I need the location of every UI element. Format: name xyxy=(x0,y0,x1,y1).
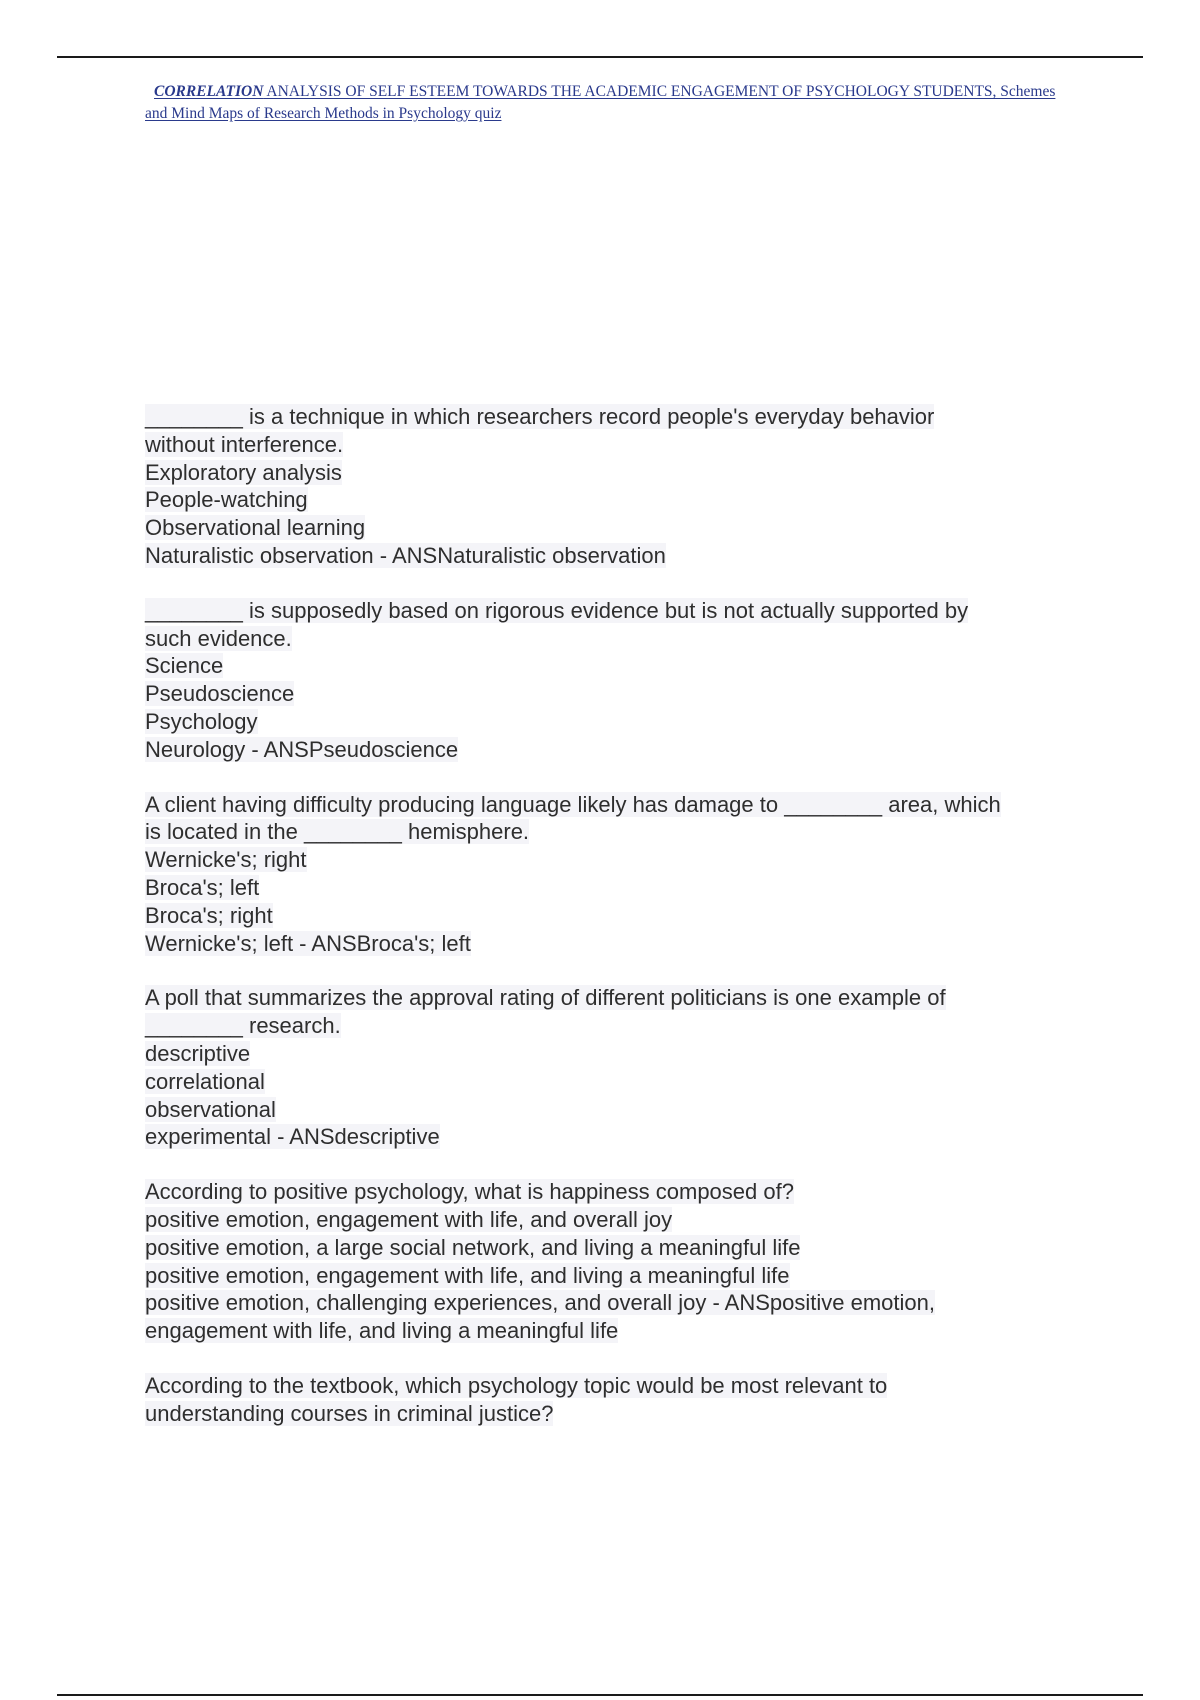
text-line: positive emotion, challenging experiences, and overall joy - ANSpositive emotion, xyxy=(145,1290,935,1316)
text-line: Wernicke's; right xyxy=(145,847,307,873)
text-line: Wernicke's; left - ANSBroca's; left xyxy=(145,930,471,956)
text-line: such evidence. xyxy=(145,625,292,651)
question-block xyxy=(145,1178,1095,1345)
text-line: Science xyxy=(145,653,224,679)
text-line: observational xyxy=(145,1096,276,1122)
text-line: without interference. xyxy=(145,431,344,457)
related-document-link[interactable] xyxy=(145,81,1075,125)
text-line: ________ is a technique in which researchers record people's everyday behavior xyxy=(145,404,935,429)
question-list xyxy=(145,403,1095,1455)
text-line: engagement with life, and living a meaningful life xyxy=(145,1318,619,1344)
question-block xyxy=(145,1372,1095,1428)
question-block xyxy=(145,984,1095,1151)
text-line: correlational xyxy=(145,1068,265,1094)
text-line: A client having difficulty producing language likely has damage to ________ area, which xyxy=(145,791,1001,817)
text-line: Pseudoscience xyxy=(145,681,295,707)
top-rule xyxy=(57,56,1143,58)
text-line: People-watching xyxy=(145,487,308,513)
link-lead-word: CORRELATION xyxy=(154,83,264,100)
text-line: experimental - ANSdescriptive xyxy=(145,1124,440,1150)
question-block xyxy=(145,597,1095,764)
text-line: Psychology xyxy=(145,708,258,734)
text-line: According to the textbook, which psychology topic would be most relevant to xyxy=(145,1372,888,1398)
text-line: Naturalistic observation - ANSNaturalistic observation xyxy=(145,542,666,568)
text-line: descriptive xyxy=(145,1040,251,1066)
text-line: positive emotion, engagement with life, and living a meaningful life xyxy=(145,1262,790,1288)
question-block xyxy=(145,403,1095,570)
text-line: Broca's; left xyxy=(145,874,260,900)
bottom-rule xyxy=(57,1694,1143,1696)
text-line: ________ is supposedly based on rigorous evidence but is not actually supported by xyxy=(145,597,969,623)
text-line: Neurology - ANSPseudoscience xyxy=(145,736,459,762)
text-line: Broca's; right xyxy=(145,902,273,928)
text-line: positive emotion, a large social network, and living a meaningful life xyxy=(145,1234,801,1260)
text-line: positive emotion, engagement with life, and overall joy xyxy=(145,1206,673,1232)
text-line: is located in the ________ hemisphere. xyxy=(145,819,530,845)
text-line: Observational learning xyxy=(145,515,366,541)
text-line: understanding courses in criminal justice? xyxy=(145,1400,554,1426)
text-line: ________ research. xyxy=(145,1013,341,1039)
question-block xyxy=(145,791,1095,958)
link-title-text: ANALYSIS OF SELF ESTEEM TOWARDS THE ACADEMIC ENGAGEMENT OF PSYCHOLOGY STUDENTS, Schemes and Mind Maps of Research Methods in Psychology quiz xyxy=(145,83,1056,122)
text-line: According to positive psychology, what is happiness composed of? xyxy=(145,1179,794,1205)
text-line: Exploratory analysis xyxy=(145,459,342,485)
text-line: A poll that summarizes the approval rating of different politicians is one example of xyxy=(145,985,946,1011)
